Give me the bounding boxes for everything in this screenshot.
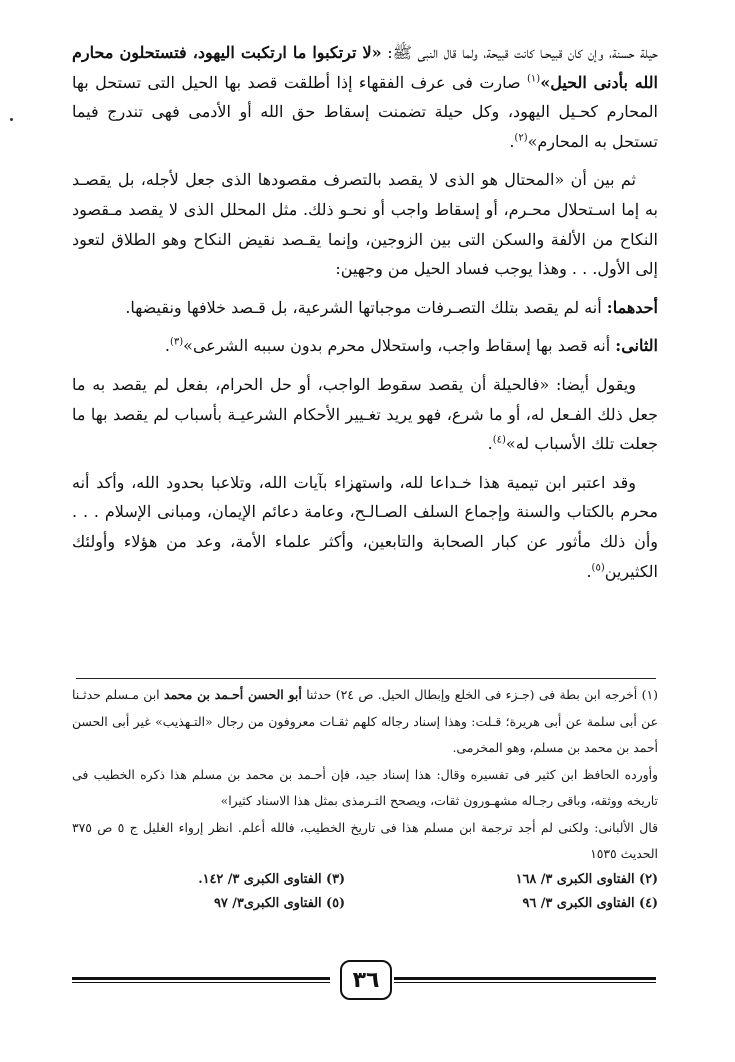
footnote-divider [76, 678, 656, 679]
page-number: ٣٦ [340, 960, 392, 1000]
footnote-5: (٥) الفتاوى الكبرى٣/ ٩٧ [213, 895, 345, 911]
footnote-1-ibn-kathir: وأورده الحافظ ابن كثير فى تفسيره وقال: هذا إسناد جيد، فإن أحـمد بن محمد بن مسلم هذا ذكره الخطيب فى تاريخه ووثقه، وباقى رجـاله مشهـورون ثقات، ويصحح التـرمذى بمثل هذا الاسناد كثيرا» [72, 766, 658, 808]
paragraph-1-text-a: حيلة حسنة، وإن كان قبيحـا كانت قبيحة، ولما قال النبى ﷺ: [387, 43, 658, 62]
footnote-1-narrator: أبو الحسن أحـمد بن محمد [164, 687, 302, 702]
footer-rule-right [394, 977, 656, 980]
paragraph-3-text: أنه لم يقصد بتلك التصـرفات موجباتها الشرعية، بل قـصد خلافها ونقيضها. [125, 297, 602, 317]
paragraph-6 [72, 468, 658, 586]
paragraph-4-end: . [164, 336, 170, 356]
paragraph-1-text-b: صارت فى عرف الفقهاء إذا أطلقت قصد بها الحيل التى تستحل بها المحارم كحـيل اليهود، وكل حيلة تضمنت إسقاط حق الله أو الأدمى فهى تندرج فيما تستحل به المحارم» [72, 72, 658, 151]
paragraph-5-end: . [487, 434, 493, 454]
paragraph-5 [72, 370, 658, 459]
footnote-ref-1[interactable]: (١) [527, 73, 541, 85]
footnote-2: (٢) الفتاوى الكبرى ٣/ ١٦٨ [515, 871, 658, 887]
footnote-ref-5[interactable]: (٥) [591, 562, 605, 574]
paragraph-4-label: الثانى: [615, 336, 658, 356]
paragraph-1-end: . [509, 131, 515, 151]
footnote-3: (٣) الفتاوى الكبرى ٣/ ١٤٢. [198, 871, 345, 887]
footnotes [72, 682, 658, 916]
footnote-1 [72, 682, 658, 762]
paragraph-1 [72, 38, 658, 156]
footer-rule-right-thin [394, 982, 656, 983]
footer-rule-left-thin [72, 982, 330, 983]
footnote-1-albani: قال الألبانى: ولكنى لم أجد ترجمة ابن مسلم هذا فى تاريخ الخطيب، فالله أعلم. انظر إرواء الغليل ج ٥ ص ٣٧٥ الحديث ١٥٣٥ [72, 819, 658, 861]
paragraph-3 [72, 293, 658, 323]
paragraph-3-label: أحدهما: [606, 297, 658, 317]
hadith-quote: «لا ترتكبوا ما ارتكبت اليهود، فتستحلون محارم الله بأدنى الحيل» [72, 43, 659, 92]
paragraph-4-text: أنه قصد بها إسقاط واجب، واستحلال محرم بدون سببه الشرعى» [183, 336, 611, 356]
footer-rule-left [72, 977, 330, 980]
footnote-references [72, 868, 658, 916]
main-text [72, 38, 658, 595]
paragraph-6-end: . [586, 561, 592, 581]
footnote-1-part-b: ابن مـسلم حدثـنا عن أبى سلمة عن أبى هريرة؛ قـلت: وهذا إسناد رجاله كلهم ثقـات معروفون من رجال «التـهذيب» غير أبى الحسن أحمد بن محمد بن مسلم، وهو المخرمى. [72, 687, 658, 755]
footnote-ref-4[interactable]: (٤) [492, 434, 506, 446]
footnote-1-part-a: (١) أخرجه ابن بطة فى (جـزء فى الخلع وإبطال الحيل. ص ٢٤) حدثنا [306, 687, 658, 702]
page-footer [72, 960, 662, 1000]
paragraph-5-text: ويقول أيضا: «فالحيلة أن يقصد سقوط الواجب، أو حل الحرام، بفعل لم يقصد به ما جعل ذلك الفـعل له، أو ما شرع، فهو يريد تغـيير الأحكام الشرعيـة بأسباب لم يقصد بها ما جعلت تلك الأسباب له» [72, 374, 658, 454]
paragraph-4 [72, 331, 658, 361]
scan-speck [10, 118, 13, 121]
footnote-ref-2[interactable]: (٢) [514, 132, 528, 144]
footnote-4: (٤) الفتاوى الكبرى ٣/ ٩٦ [522, 895, 658, 911]
footnote-ref-3[interactable]: (٣) [169, 337, 184, 349]
paragraph-6-text: وقد اعتبر ابن تيمية هذا خـداعا لله، واستهزاء بآيات الله، وتلاعبا بحدود الله، وأكد أنه محرم بالكتاب والسنة وإجماع السلف الصـالـح، وعامة دعائم الإيمان، ومبانى الإسلام . . . وأن ذلك مأثور عن كبار الصحابة والتابعين، وأكثر علماء الأمة، وعد من هؤلاء وأولئك الكثيرين [72, 472, 659, 581]
paragraph-2: ثم بين أن «المحتال هو الذى لا يقصد بالتصرف مقصودها الذى جعل لأجله، بل يقصـد به إما اسـتحلال محـرم، أو إسقاط واجب أو نحـو ذلك. مثل المحلل الذى لا يقصد مـقصود النكاح من الألفة والسكن التى بين الزوجين، وإنما يقـصد نقيض النكاح وهو الطلاق لتعود إلى الأول. . . وهذا يوجب فساد الحيل من وجهين: [72, 170, 658, 279]
